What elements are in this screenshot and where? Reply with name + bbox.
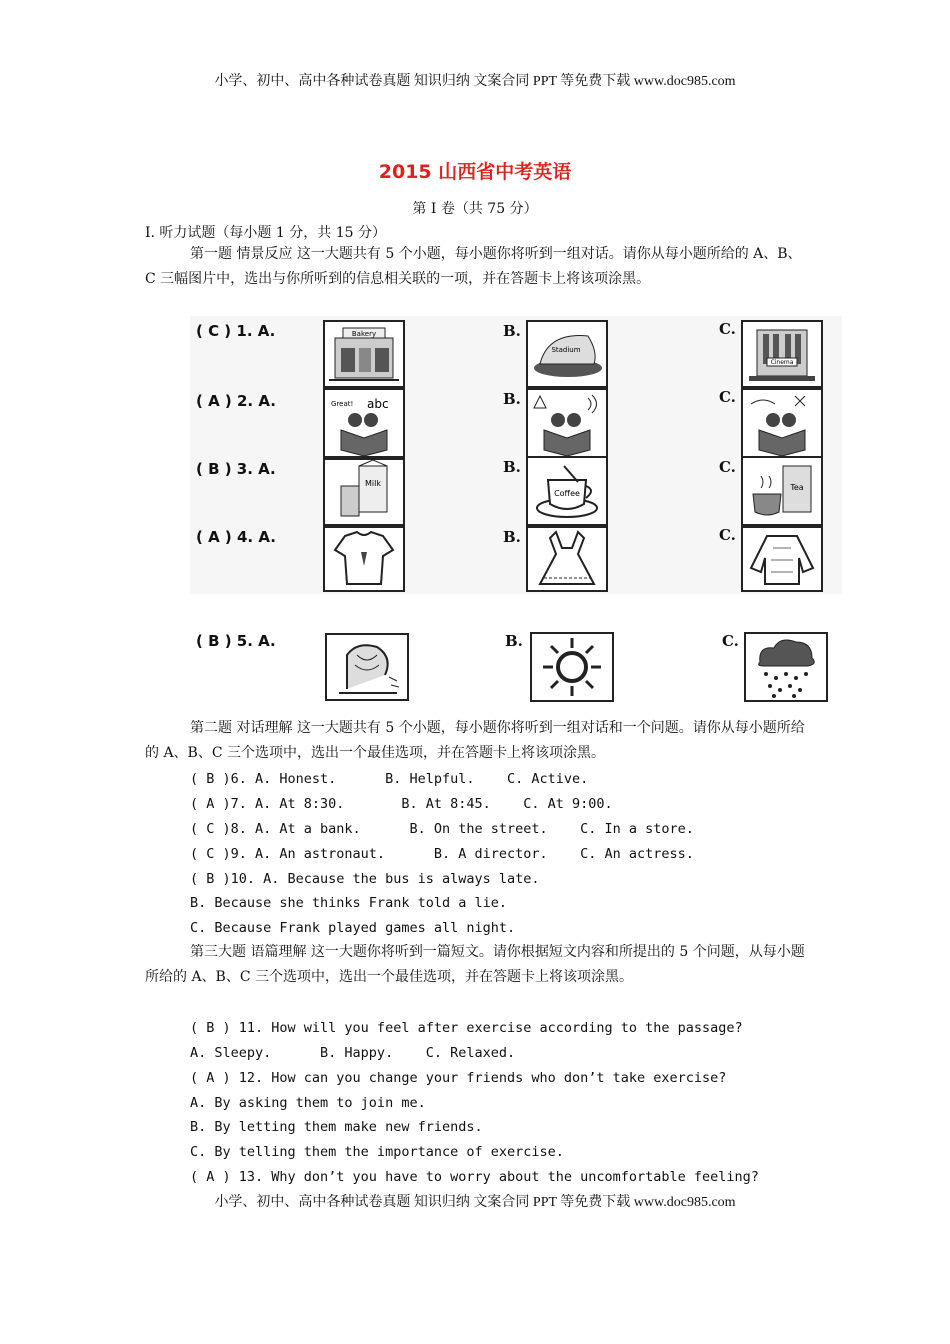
question-12-option-b: B. By letting them make new friends. (190, 1119, 483, 1135)
part2-intro: 第二题 对话理解 这一大题共有 5 个小题，每小题你将听到一组对话和一个问题。请你从每小题所给的 A、B、C 三个选项中，选出一个最佳选项，并在答题卡上将该项涂黑。 (145, 720, 805, 761)
question-12: ( A ) 12. How can you change your friends who don’t take exercise? (190, 1070, 727, 1086)
bakery-sign: Bakery (351, 330, 377, 338)
question-3-option-c: C. (719, 458, 736, 476)
great-text: Great! (331, 400, 354, 408)
page-footer: 小学、初中、高中各种试卷真题 知识归纳 文案合同 PPT 等免费下载 www.doc985.com (214, 1195, 736, 1210)
reading-science-icon (526, 388, 608, 458)
coffee-icon (526, 456, 608, 526)
question-1-label: ( C ) 1. A. (196, 322, 276, 340)
page-subtitle: 第 I 卷（共 75 分） (412, 201, 538, 217)
question-2-label: ( A ) 2. A. (196, 392, 276, 410)
question-10-option-c: C. Because Frank played games all night. (190, 920, 516, 936)
question-1-option-c: C. (719, 320, 736, 338)
stadium-sign: Stadium (551, 346, 581, 354)
question-4-option-c: C. (719, 526, 736, 544)
question-1-option-b: B. (503, 322, 521, 340)
question-13: ( A ) 13. Why don’t you have to worry about the uncomfortable feeling? (190, 1169, 759, 1185)
part1-intro: 第一题 情景反应 这一大题共有 5 个小题，每小题你将听到一组对话。请你从每小题所给的 A、B、C 三幅图片中，选出与你所听到的信息相关联的一项，并在答题卡上将该项涂黑。 (145, 246, 802, 287)
sunny-icon (530, 632, 614, 702)
question-2-option-b: B. (503, 390, 521, 408)
question-10: ( B )10. A. Because the bus is always late. (190, 871, 540, 887)
question-11-options: A. Sleepy. B. Happy. C. Relaxed. (190, 1045, 516, 1061)
milk-icon (323, 458, 405, 526)
question-10-option-b: B. Because she thinks Frank told a lie. (190, 895, 507, 911)
reading-math-icon (741, 388, 823, 458)
question-6: ( B )6. A. Honest. B. Helpful. C. Active. (190, 771, 589, 787)
question-7: ( A )7. A. At 8:30. B. At 8:45. C. At 9:00. (190, 796, 613, 812)
tea-icon (741, 456, 823, 526)
question-4-option-b: B. (503, 528, 521, 546)
question-4-label: ( A ) 4. A. (196, 528, 276, 546)
reading-english-icon (323, 388, 405, 458)
question-11: ( B ) 11. How will you feel after exercise according to the passage? (190, 1020, 743, 1036)
rainy-icon (744, 632, 828, 702)
milk-label: Milk (365, 479, 381, 488)
cinema-sign: Cinema (770, 359, 794, 366)
section-heading: I. 听力试题（每小题 1 分，共 15 分） (145, 225, 386, 241)
page-header: 小学、初中、高中各种试卷真题 知识归纳 文案合同 PPT 等免费下载 www.doc985.com (214, 74, 736, 89)
part3-intro: 第三大题 语篇理解 这一大题你将听到一篇短文。请你根据短文内容和所提出的 5 个问题，从每小题所给的 A、B、C 三个选项中，选出一个最佳选项，并在答题卡上将该项涂黑。 (145, 944, 805, 985)
dress-icon (526, 526, 608, 592)
bakery-icon (323, 320, 405, 388)
question-2-option-c: C. (719, 388, 736, 406)
page-title: 2015 山西省中考英语 (378, 161, 572, 183)
question-12-option-c: C. By telling them the importance of exercise. (190, 1144, 564, 1160)
question-3-option-b: B. (503, 458, 521, 476)
question-12-option-a: A. By asking them to join me. (190, 1095, 426, 1111)
windy-icon (325, 633, 409, 701)
question-9: ( C )9. A. An astronaut. B. A director. C. An actress. (190, 846, 694, 862)
tshirt-icon (323, 526, 405, 592)
question-5-label: ( B ) 5. A. (196, 632, 276, 650)
sweater-icon (741, 526, 823, 592)
question-5-option-b: B. (505, 632, 523, 650)
question-3-label: ( B ) 3. A. (196, 460, 276, 478)
stadium-icon (526, 320, 608, 388)
cinema-icon (741, 320, 823, 388)
abc-text: abc (367, 397, 389, 411)
question-5-option-c: C. (722, 632, 739, 650)
coffee-label: Coffee (554, 489, 580, 498)
tea-label: Tea (790, 483, 804, 492)
question-8: ( C )8. A. At a bank. B. On the street. C. In a store. (190, 821, 694, 837)
